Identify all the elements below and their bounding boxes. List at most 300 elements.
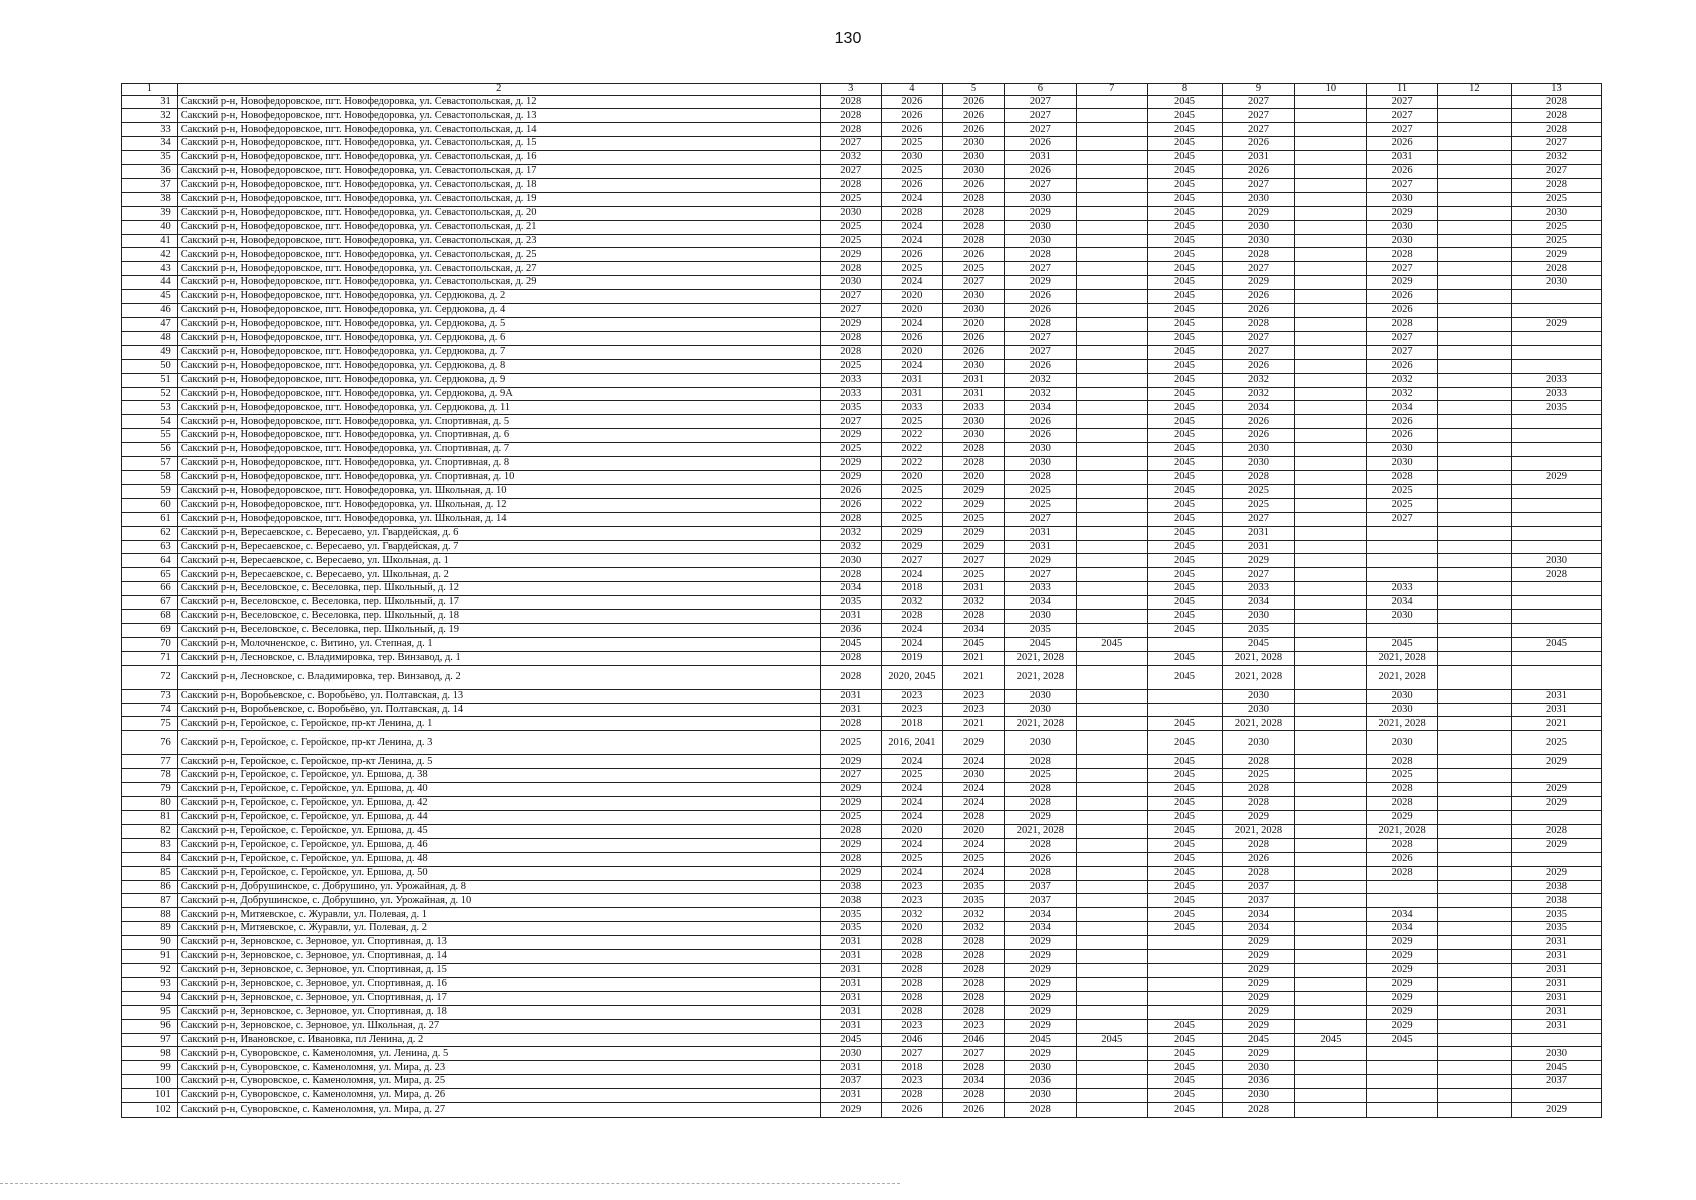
year-cell-col-11 [1367, 1075, 1438, 1089]
year-cell-col-7 [1076, 977, 1147, 991]
year-cell-col-12 [1437, 1061, 1511, 1075]
table-row [122, 540, 1602, 554]
year-cell-col-8: 2045 [1147, 582, 1222, 596]
year-cell-col-9: 2030 [1222, 220, 1295, 234]
year-cell-col-12 [1437, 637, 1511, 651]
year-cell-col-7 [1076, 123, 1147, 137]
year-cell-col-12 [1437, 415, 1511, 429]
year-cell-col-12 [1437, 1047, 1511, 1061]
header-row [122, 84, 1602, 96]
year-cell-col-12 [1437, 908, 1511, 922]
year-cell-col-12 [1437, 922, 1511, 936]
year-cell-col-10 [1295, 345, 1367, 359]
year-cell-col-13: 2033 [1511, 373, 1601, 387]
year-cell-col-13: 2035 [1511, 908, 1601, 922]
year-cell-col-13 [1511, 665, 1601, 689]
year-cell-col-10 [1295, 137, 1367, 151]
year-cell-col-3: 2030 [820, 206, 881, 220]
row-number-cell: 57 [122, 457, 178, 471]
year-cell-col-12 [1437, 596, 1511, 610]
year-cell-col-4: 2024 [881, 192, 942, 206]
year-cell-col-11: 2028 [1367, 866, 1438, 880]
table-row [122, 963, 1602, 977]
year-cell-col-4: 2024 [881, 866, 942, 880]
row-number-cell: 91 [122, 950, 178, 964]
row-number-cell: 52 [122, 387, 178, 401]
year-cell-col-9: 2030 [1222, 610, 1295, 624]
year-cell-col-7 [1076, 220, 1147, 234]
table-row [122, 922, 1602, 936]
year-cell-col-5: 2030 [942, 304, 1004, 318]
year-cell-col-4: 2024 [881, 797, 942, 811]
address-cell: Сакский р-н, Новофедоровское, пгт. Новофедоровка, ул. Севастопольская, д. 18 [177, 178, 820, 192]
row-number-cell: 78 [122, 769, 178, 783]
year-cell-col-5: 2029 [942, 526, 1004, 540]
year-cell-col-7 [1076, 151, 1147, 165]
row-number-cell: 37 [122, 178, 178, 192]
table-row [122, 769, 1602, 783]
year-cell-col-10 [1295, 797, 1367, 811]
address-cell: Сакский р-н, Митяевское, с. Журавли, ул. Полевая, д. 1 [177, 908, 820, 922]
year-cell-col-10 [1295, 554, 1367, 568]
year-cell-col-6: 2029 [1005, 1019, 1077, 1033]
year-cell-col-9: 2027 [1222, 331, 1295, 345]
year-cell-col-9: 2028 [1222, 318, 1295, 332]
year-cell-col-4: 2028 [881, 991, 942, 1005]
year-cell-col-8 [1147, 950, 1222, 964]
year-cell-col-5: 2030 [942, 165, 1004, 179]
address-cell: Сакский р-н, Новофедоровское, пгт. Новофедоровка, ул. Севастопольская, д. 27 [177, 262, 820, 276]
table-row [122, 137, 1602, 151]
year-cell-col-11: 2027 [1367, 262, 1438, 276]
year-cell-col-3: 2029 [820, 248, 881, 262]
year-cell-col-6: 2028 [1005, 318, 1077, 332]
year-cell-col-8: 2045 [1147, 206, 1222, 220]
year-cell-col-5: 2028 [942, 991, 1004, 1005]
year-cell-col-4: 2028 [881, 950, 942, 964]
year-cell-col-4: 2046 [881, 1033, 942, 1047]
year-cell-col-13 [1511, 345, 1601, 359]
table-row [122, 582, 1602, 596]
year-cell-col-11: 2029 [1367, 991, 1438, 1005]
year-cell-col-4: 2023 [881, 703, 942, 717]
year-cell-col-13: 2029 [1511, 866, 1601, 880]
row-number-cell: 100 [122, 1075, 178, 1089]
year-cell-col-13: 2028 [1511, 109, 1601, 123]
year-cell-col-9: 2031 [1222, 526, 1295, 540]
year-cell-col-5: 2031 [942, 582, 1004, 596]
year-cell-col-6: 2029 [1005, 936, 1077, 950]
table-row [122, 331, 1602, 345]
year-cell-col-4: 2025 [881, 165, 942, 179]
year-cell-col-8 [1147, 689, 1222, 703]
year-cell-col-9: 2028 [1222, 797, 1295, 811]
year-cell-col-11 [1367, 554, 1438, 568]
year-cell-col-9: 2032 [1222, 387, 1295, 401]
address-cell: Сакский р-н, Новофедоровское, пгт. Новофедоровка, ул. Севастопольская, д. 16 [177, 151, 820, 165]
address-cell: Сакский р-н, Геройское, с. Геройское, ул. Ершова, д. 46 [177, 838, 820, 852]
year-cell-col-11: 2034 [1367, 596, 1438, 610]
address-cell: Сакский р-н, Новофедоровское, пгт. Новофедоровка, ул. Сердюкова, д. 5 [177, 318, 820, 332]
year-cell-col-4: 2025 [881, 484, 942, 498]
year-cell-col-4: 2026 [881, 178, 942, 192]
table-row [122, 866, 1602, 880]
row-number-cell: 35 [122, 151, 178, 165]
row-number-cell: 79 [122, 783, 178, 797]
year-cell-col-7 [1076, 717, 1147, 731]
year-cell-col-6: 2025 [1005, 498, 1077, 512]
year-cell-col-3: 2027 [820, 165, 881, 179]
year-cell-col-13: 2045 [1511, 637, 1601, 651]
year-cell-col-7 [1076, 811, 1147, 825]
address-cell: Сакский р-н, Новофедоровское, пгт. Новофедоровка, ул. Школьная, д. 10 [177, 484, 820, 498]
year-cell-col-9: 2027 [1222, 123, 1295, 137]
year-cell-col-4: 2023 [881, 689, 942, 703]
year-cell-col-12 [1437, 123, 1511, 137]
row-number-cell: 59 [122, 484, 178, 498]
table-row [122, 783, 1602, 797]
year-cell-col-6: 2030 [1005, 457, 1077, 471]
year-cell-col-12 [1437, 665, 1511, 689]
year-cell-col-6: 2030 [1005, 703, 1077, 717]
table-row [122, 1061, 1602, 1075]
year-cell-col-3: 2035 [820, 401, 881, 415]
year-cell-col-3: 2031 [820, 991, 881, 1005]
table-row [122, 526, 1602, 540]
year-cell-col-3: 2027 [820, 415, 881, 429]
year-cell-col-13 [1511, 540, 1601, 554]
year-cell-col-4: 2022 [881, 498, 942, 512]
year-cell-col-7 [1076, 1089, 1147, 1103]
year-cell-col-7 [1076, 276, 1147, 290]
address-cell: Сакский р-н, Новофедоровское, пгт. Новофедоровка, ул. Сердюкова, д. 9 [177, 373, 820, 387]
year-cell-col-9: 2030 [1222, 457, 1295, 471]
year-cell-col-4: 2030 [881, 151, 942, 165]
year-cell-col-6: 2037 [1005, 894, 1077, 908]
year-cell-col-13: 2045 [1511, 1061, 1601, 1075]
year-cell-col-8 [1147, 637, 1222, 651]
year-cell-col-9: 2029 [1222, 1047, 1295, 1061]
year-cell-col-7 [1076, 665, 1147, 689]
year-cell-col-13 [1511, 1033, 1601, 1047]
year-cell-col-7 [1076, 345, 1147, 359]
year-cell-col-9: 2026 [1222, 165, 1295, 179]
year-cell-col-7 [1076, 769, 1147, 783]
year-cell-col-6: 2029 [1005, 206, 1077, 220]
year-cell-col-6: 2027 [1005, 568, 1077, 582]
year-cell-col-13 [1511, 290, 1601, 304]
column-header-4: 4 [881, 84, 942, 96]
year-cell-col-3: 2029 [820, 470, 881, 484]
year-cell-col-4: 2023 [881, 894, 942, 908]
year-cell-col-7 [1076, 192, 1147, 206]
year-cell-col-4: 2023 [881, 1019, 942, 1033]
year-cell-col-13: 2029 [1511, 470, 1601, 484]
year-cell-col-3: 2029 [820, 797, 881, 811]
address-cell: Сакский р-н, Веселовское, с. Веселовка, пер. Школьный, д. 12 [177, 582, 820, 596]
year-cell-col-8: 2045 [1147, 852, 1222, 866]
year-cell-col-6: 2028 [1005, 797, 1077, 811]
year-cell-col-12 [1437, 1089, 1511, 1103]
year-cell-col-9: 2034 [1222, 596, 1295, 610]
year-cell-col-10 [1295, 234, 1367, 248]
address-cell: Сакский р-н, Новофедоровское, пгт. Новофедоровка, ул. Севастопольская, д. 23 [177, 234, 820, 248]
year-cell-col-11: 2032 [1367, 373, 1438, 387]
table-row [122, 811, 1602, 825]
address-cell: Сакский р-н, Новофедоровское, пгт. Новофедоровка, ул. Спортивная, д. 10 [177, 470, 820, 484]
year-cell-col-4: 2022 [881, 457, 942, 471]
year-cell-col-10 [1295, 373, 1367, 387]
table-row [122, 220, 1602, 234]
year-cell-col-10 [1295, 443, 1367, 457]
year-cell-col-7 [1076, 908, 1147, 922]
row-number-cell: 32 [122, 109, 178, 123]
year-cell-col-13: 2029 [1511, 1103, 1601, 1118]
table-row [122, 345, 1602, 359]
row-number-cell: 51 [122, 373, 178, 387]
year-cell-col-11 [1367, 880, 1438, 894]
year-cell-col-11 [1367, 1103, 1438, 1118]
year-cell-col-11 [1367, 1089, 1438, 1103]
year-cell-col-9: 2031 [1222, 540, 1295, 554]
year-cell-col-6: 2030 [1005, 192, 1077, 206]
year-cell-col-3: 2031 [820, 1089, 881, 1103]
year-cell-col-12 [1437, 582, 1511, 596]
year-cell-col-9: 2034 [1222, 401, 1295, 415]
year-cell-col-13: 2028 [1511, 178, 1601, 192]
year-cell-col-3: 2028 [820, 178, 881, 192]
year-cell-col-3: 2028 [820, 852, 881, 866]
year-cell-col-3: 2026 [820, 484, 881, 498]
year-cell-col-12 [1437, 457, 1511, 471]
row-number-cell: 83 [122, 838, 178, 852]
year-cell-col-11: 2027 [1367, 512, 1438, 526]
year-cell-col-4: 2032 [881, 908, 942, 922]
year-cell-col-7 [1076, 387, 1147, 401]
year-cell-col-4: 2024 [881, 623, 942, 637]
year-cell-col-4: 2025 [881, 769, 942, 783]
year-cell-col-9: 2026 [1222, 359, 1295, 373]
row-number-cell: 48 [122, 331, 178, 345]
year-cell-col-8: 2045 [1147, 540, 1222, 554]
year-cell-col-13: 2031 [1511, 689, 1601, 703]
year-cell-col-5: 2030 [942, 359, 1004, 373]
year-cell-col-11: 2029 [1367, 811, 1438, 825]
year-cell-col-10 [1295, 429, 1367, 443]
year-cell-col-10 [1295, 866, 1367, 880]
year-cell-col-3: 2031 [820, 610, 881, 624]
address-cell: Сакский р-н, Новофедоровское, пгт. Новофедоровка, ул. Севастопольская, д. 13 [177, 109, 820, 123]
address-cell: Сакский р-н, Суворовское, с. Каменоломня, ул. Мира, д. 27 [177, 1103, 820, 1118]
year-cell-col-5: 2028 [942, 977, 1004, 991]
year-cell-col-4: 2020, 2045 [881, 665, 942, 689]
year-cell-col-12 [1437, 1005, 1511, 1019]
year-cell-col-3: 2033 [820, 373, 881, 387]
year-cell-col-8: 2045 [1147, 797, 1222, 811]
year-cell-col-8: 2045 [1147, 457, 1222, 471]
year-cell-col-5: 2020 [942, 318, 1004, 332]
year-cell-col-10 [1295, 165, 1367, 179]
year-cell-col-5: 2026 [942, 109, 1004, 123]
year-cell-col-9: 2030 [1222, 192, 1295, 206]
year-cell-col-12 [1437, 894, 1511, 908]
year-cell-col-11: 2026 [1367, 852, 1438, 866]
year-cell-col-4: 2016, 2041 [881, 731, 942, 755]
year-cell-col-4: 2019 [881, 651, 942, 665]
address-cell: Сакский р-н, Митяевское, с. Журавли, ул. Полевая, д. 2 [177, 922, 820, 936]
year-cell-col-12 [1437, 95, 1511, 109]
row-number-cell: 63 [122, 540, 178, 554]
year-cell-col-9: 2027 [1222, 512, 1295, 526]
year-cell-col-11: 2028 [1367, 318, 1438, 332]
year-cell-col-8 [1147, 936, 1222, 950]
year-cell-col-13: 2033 [1511, 387, 1601, 401]
year-cell-col-6: 2026 [1005, 165, 1077, 179]
row-number-cell: 92 [122, 963, 178, 977]
year-cell-col-12 [1437, 387, 1511, 401]
year-cell-col-11: 2021, 2028 [1367, 665, 1438, 689]
table-row [122, 824, 1602, 838]
table-row [122, 443, 1602, 457]
year-cell-col-10 [1295, 401, 1367, 415]
table-row [122, 415, 1602, 429]
year-cell-col-10 [1295, 880, 1367, 894]
year-cell-col-10 [1295, 703, 1367, 717]
year-cell-col-4: 2029 [881, 526, 942, 540]
table-row [122, 178, 1602, 192]
year-cell-col-12 [1437, 234, 1511, 248]
column-header-2: 2 [177, 84, 820, 96]
year-cell-col-10 [1295, 95, 1367, 109]
year-cell-col-6: 2027 [1005, 95, 1077, 109]
year-cell-col-8: 2045 [1147, 345, 1222, 359]
year-cell-col-8: 2045 [1147, 610, 1222, 624]
year-cell-col-3: 2028 [820, 512, 881, 526]
year-cell-col-12 [1437, 1103, 1511, 1118]
year-cell-col-12 [1437, 755, 1511, 769]
year-cell-col-12 [1437, 731, 1511, 755]
year-cell-col-9: 2030 [1222, 731, 1295, 755]
year-cell-col-12 [1437, 568, 1511, 582]
year-cell-col-8: 2045 [1147, 731, 1222, 755]
year-cell-col-6: 2026 [1005, 290, 1077, 304]
year-cell-col-6: 2028 [1005, 866, 1077, 880]
year-cell-col-6: 2029 [1005, 963, 1077, 977]
year-cell-col-9: 2028 [1222, 838, 1295, 852]
year-cell-col-3: 2028 [820, 331, 881, 345]
table-row [122, 894, 1602, 908]
year-cell-col-5: 2029 [942, 540, 1004, 554]
year-cell-col-13: 2030 [1511, 554, 1601, 568]
year-cell-col-10 [1295, 596, 1367, 610]
year-cell-col-6: 2035 [1005, 623, 1077, 637]
row-number-cell: 58 [122, 470, 178, 484]
year-cell-col-6: 2021, 2028 [1005, 717, 1077, 731]
year-cell-col-11: 2034 [1367, 908, 1438, 922]
year-cell-col-8: 2045 [1147, 1089, 1222, 1103]
table-row [122, 797, 1602, 811]
table-row [122, 95, 1602, 109]
table-row [122, 1075, 1602, 1089]
year-cell-col-6: 2027 [1005, 178, 1077, 192]
table-row [122, 665, 1602, 689]
year-cell-col-11: 2026 [1367, 304, 1438, 318]
year-cell-col-7: 2045 [1076, 1033, 1147, 1047]
year-cell-col-10 [1295, 991, 1367, 1005]
year-cell-col-9: 2029 [1222, 991, 1295, 1005]
year-cell-col-11: 2030 [1367, 610, 1438, 624]
year-cell-col-10 [1295, 665, 1367, 689]
year-cell-col-11: 2030 [1367, 731, 1438, 755]
year-cell-col-9: 2027 [1222, 345, 1295, 359]
year-cell-col-11 [1367, 526, 1438, 540]
year-cell-col-8: 2045 [1147, 568, 1222, 582]
year-cell-col-6: 2021, 2028 [1005, 824, 1077, 838]
column-header-8: 8 [1147, 84, 1222, 96]
year-cell-col-6: 2034 [1005, 401, 1077, 415]
year-cell-col-10 [1295, 637, 1367, 651]
row-number-cell: 45 [122, 290, 178, 304]
year-cell-col-11: 2028 [1367, 470, 1438, 484]
year-cell-col-3: 2032 [820, 526, 881, 540]
year-cell-col-7 [1076, 470, 1147, 484]
row-number-cell: 93 [122, 977, 178, 991]
row-number-cell: 69 [122, 623, 178, 637]
table-row [122, 484, 1602, 498]
year-cell-col-7 [1076, 755, 1147, 769]
year-cell-col-9: 2025 [1222, 498, 1295, 512]
year-cell-col-5: 2028 [942, 457, 1004, 471]
year-cell-col-11: 2027 [1367, 109, 1438, 123]
row-number-cell: 101 [122, 1089, 178, 1103]
year-cell-col-6: 2034 [1005, 908, 1077, 922]
row-number-cell: 44 [122, 276, 178, 290]
year-cell-col-5: 2026 [942, 345, 1004, 359]
address-cell: Сакский р-н, Геройское, с. Геройское, ул. Ершова, д. 50 [177, 866, 820, 880]
year-cell-col-3: 2037 [820, 1075, 881, 1089]
row-number-cell: 40 [122, 220, 178, 234]
year-cell-col-13 [1511, 331, 1601, 345]
year-cell-col-5: 2030 [942, 137, 1004, 151]
table-row [122, 401, 1602, 415]
year-cell-col-13: 2038 [1511, 894, 1601, 908]
year-cell-col-3: 2031 [820, 1005, 881, 1019]
row-number-cell: 41 [122, 234, 178, 248]
year-cell-col-5: 2028 [942, 220, 1004, 234]
year-cell-col-10 [1295, 1103, 1367, 1118]
table-row [122, 359, 1602, 373]
year-cell-col-13: 2029 [1511, 797, 1601, 811]
year-cell-col-13: 2029 [1511, 783, 1601, 797]
year-cell-col-6: 2027 [1005, 123, 1077, 137]
address-cell: Сакский р-н, Новофедоровское, пгт. Новофедоровка, ул. Сердюкова, д. 7 [177, 345, 820, 359]
row-number-cell: 61 [122, 512, 178, 526]
year-cell-col-12 [1437, 470, 1511, 484]
year-cell-col-6: 2026 [1005, 852, 1077, 866]
year-cell-col-11: 2028 [1367, 248, 1438, 262]
year-cell-col-5: 2032 [942, 596, 1004, 610]
year-cell-col-3: 2025 [820, 234, 881, 248]
year-cell-col-4: 2027 [881, 1047, 942, 1061]
year-cell-col-6: 2025 [1005, 769, 1077, 783]
year-cell-col-7 [1076, 838, 1147, 852]
year-cell-col-5: 2023 [942, 689, 1004, 703]
year-cell-col-8: 2045 [1147, 596, 1222, 610]
year-cell-col-10: 2045 [1295, 1033, 1367, 1047]
year-cell-col-5: 2025 [942, 568, 1004, 582]
address-cell: Сакский р-н, Новофедоровское, пгт. Новофедоровка, ул. Школьная, д. 12 [177, 498, 820, 512]
year-cell-col-11: 2027 [1367, 95, 1438, 109]
